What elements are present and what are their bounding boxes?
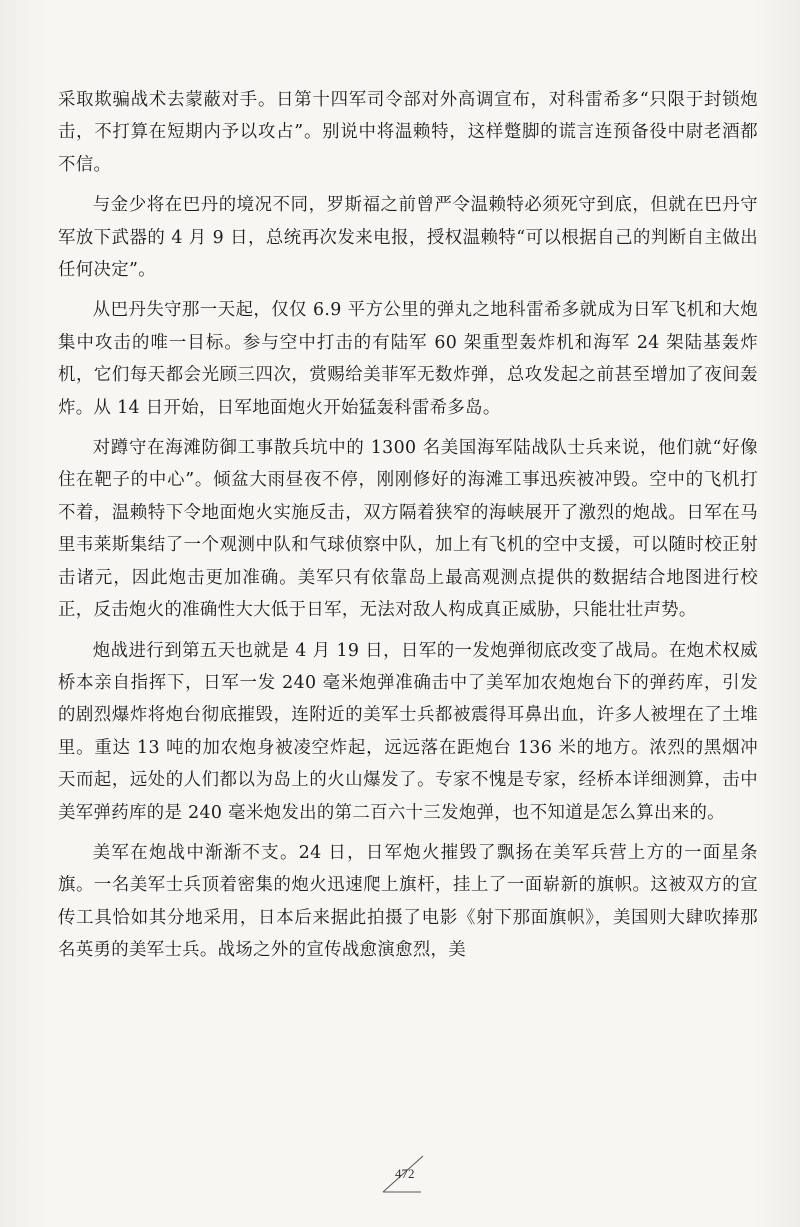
body-text — [58, 84, 758, 975]
paragraph-4: 对蹲守在海滩防御工事散兵坑中的 1300 名美国海军陆战队士兵来说，他们就“好像住在靶子的中心”。倾盆大雨昼夜不停，刚刚修好的海滩工事迅疾被冲毁。空中的飞机打不着，温赖特下令地面炮火实施反击，双方隔着狭窄的海峡展开了激烈的炮战。日军在马里韦莱斯集结了一个观测中队和气球侦察中队，加上有飞机的空中支援，可以随时校正射击诸元，因此炮击更加准确。美军只有依靠岛上最高观测点提供的数据结合地图进行校正，反击炮火的准确性大大低于日军，无法对敌人构成真正威胁，只能壮壮声势。 — [58, 438, 758, 621]
page-number: 472 — [395, 1166, 415, 1181]
paragraph-1: 采取欺骗战术去蒙蔽对手。日第十四军司令部对外高调宣布，对科雷希多“只限于封锁炮击，不打算在短期内予以攻占”。别说中将温赖特，这样蹩脚的谎言连预备役中尉老酒都不信。 — [58, 90, 758, 175]
paragraph-2: 与金少将在巴丹的境况不同，罗斯福之前曾严令温赖特必须死守到底，但就在巴丹守军放下武器的 4 月 9 日，总统再次发来电报，授权温赖特“可以根据自己的判断自主做出任何决定”。 — [58, 195, 758, 281]
paragraph-3: 从巴丹失守那一天起，仅仅 6.9 平方公里的弹丸之地科雷希多就成为日军飞机和大炮集中攻击的唯一目标。参与空中打击的有陆军 60 架重型轰炸机和海军 24 架陆基轰炸机，它们每天都会光顾三四次，赏赐给美菲军无数炸弹，总攻发起之前甚至增加了夜间轰炸。从 14 日开始，日军地面炮火开始猛轰科雷希多岛。 — [58, 300, 758, 418]
page-footer — [373, 1150, 433, 1200]
paragraph-5: 炮战进行到第五天也就是 4 月 19 日，日军的一发炮弹彻底改变了战局。在炮术权威桥本亲自指挥下，日军一发 240 毫米炮弹准确击中了美军加农炮炮台下的弹药库，引发的剧烈爆炸将炮台彻底摧毁，连附近的美军士兵都被震得耳鼻出血，许多人被埋在了土堆里。重达 13 吨的加农炮身被凌空炸起，远远落在距炮台 136 米的地方。浓烈的黑烟冲天而起，远处的人们都以为岛上的火山爆发了。专家不愧是专家，经桥本详细测算，击中美军弹药库的是 240 毫米炮发出的第二百六十三发炮弹，也不知道是怎么算出来的。 — [58, 640, 758, 823]
paragraph-6: 美军在炮战中渐渐不支。24 日，日军炮火摧毁了飘扬在美军兵营上方的一面星条旗。一名美军士兵顶着密集的炮火迅速爬上旗杆，挂上了一面崭新的旗帜。这被双方的宣传工具恰如其分地采用，日本后来据此拍摄了电影《射下那面旗帜》，美国则大肆吹捧那名英勇的美军士兵。战场之外的宣传战愈演愈烈，美 — [58, 842, 758, 961]
